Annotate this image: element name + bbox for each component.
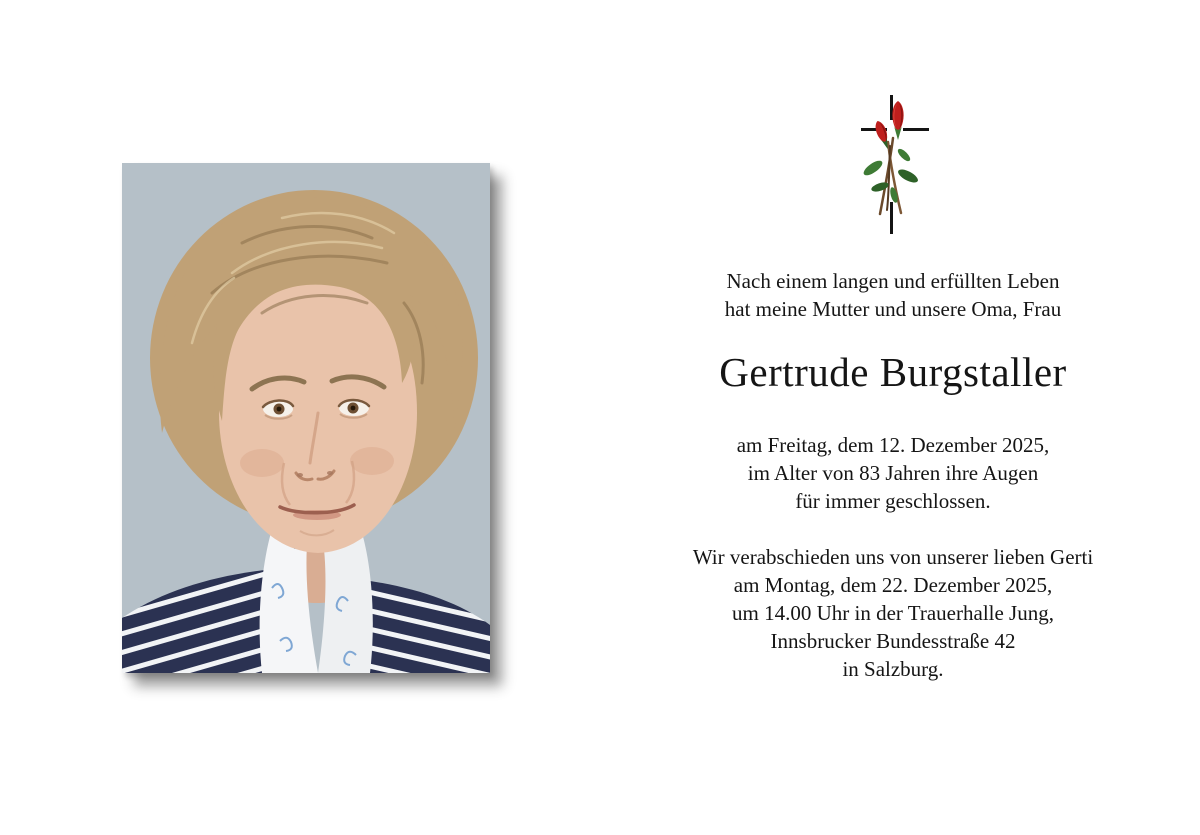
farewell-line: Wir verabschieden uns von unserer lieben Gerti	[692, 545, 1094, 569]
portrait-photo	[122, 163, 490, 673]
intro-line: Nach einem langen und erfüllten Leben	[726, 269, 1060, 293]
portrait-illustration	[122, 163, 490, 673]
farewell-line: Innsbrucker Bundesstraße 42	[770, 629, 1016, 653]
passing-line: im Alter von 83 Jahren ihre Augen	[747, 461, 1039, 485]
cross-with-roses-icon	[853, 92, 933, 237]
farewell-line: um 14.00 Uhr in der Trauerhalle Jung,	[732, 601, 1054, 625]
announcement-column	[653, 92, 1133, 683]
intro-line: hat meine Mutter und unsere Oma, Frau	[724, 297, 1062, 321]
passing-text	[653, 431, 1133, 515]
intro-text	[653, 267, 1133, 323]
farewell-text	[653, 543, 1133, 683]
deceased-name: Gertrude Burgstaller	[719, 349, 1067, 395]
farewell-line: in Salzburg.	[842, 657, 944, 681]
passing-line: am Freitag, dem 12. Dezember 2025,	[736, 433, 1050, 457]
passing-line: für immer geschlossen.	[795, 489, 991, 513]
farewell-line: am Montag, dem 22. Dezember 2025,	[733, 573, 1053, 597]
